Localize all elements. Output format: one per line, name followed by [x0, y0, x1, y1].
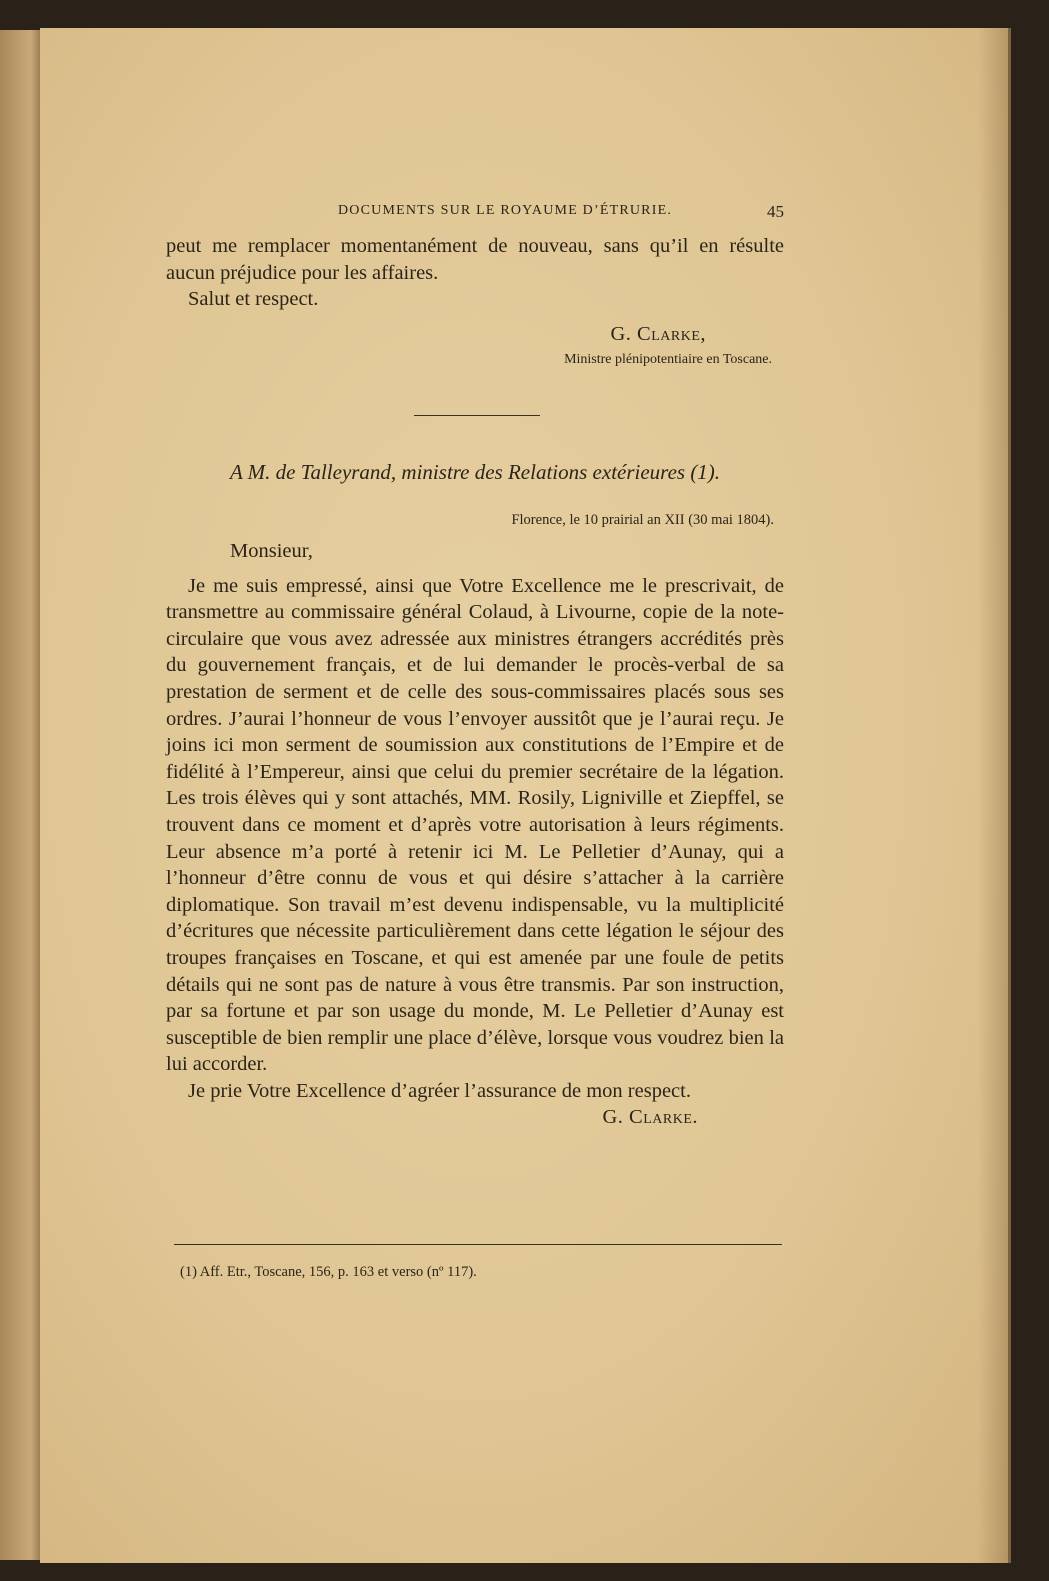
letter-heading: A M. de Talleyrand, ministre des Relations extérieures (1). [229, 460, 721, 484]
letter-dateline: Florence, le 10 prairial an XII (30 mai 1804). [511, 512, 774, 528]
letter-salutation: Monsieur, [230, 540, 313, 562]
letter-block [166, 538, 784, 1131]
continuation-paragraph: peut me remplacer momentanément de nouveau, sans qu’il en résulte aucun préjudice pour les affaires. [166, 235, 784, 284]
footnote: (1) Aff. Etr., Toscane, 156, p. 163 et verso (nº 117). [180, 1264, 477, 1280]
continuation-signature: G. Clarke, [610, 322, 706, 345]
running-head-title: DOCUMENTS SUR LE ROYAUME D’ÉTRURIE. [337, 203, 673, 218]
page-shadow [978, 28, 1008, 1563]
continuation-block [166, 233, 784, 371]
continuation-closing: Salut et respect. [188, 288, 319, 311]
letter-closing: Je prie Votre Excellence d’agréer l’assurance de mon respect. [188, 1079, 691, 1102]
letter-body: Je me suis empressé, ainsi que Votre Excellence me le prescrivait, de transmettre au commissaire général Colaud, à Livourne, copie de la note-circulaire que vous avez adressée aux ministres étrangers accrédités près du gouvernement français, et de lui demander le procès-verbal de sa prestation de serment et de celle des sous-commissaires placés sous ses ordres. J’aurai l’honneur de vous l’envoyer aussitôt que je l’aurai reçu. Je joins ici mon serment de soumission aux constitutions de l’Empire et de fidélité à l’Empereur, ainsi que celui du premier secrétaire de la légation. Les trois élèves qui y sont attachés, MM. Rosily, Ligniville et Ziepffel, se trouvent dans ce moment et d’après votre autorisation à leurs régiments. Leur absence m’a porté à retenir ici M. Le Pelletier d’Aunay, qui a l’honneur d’être connu de vous et qui désire s’attacher à la carrière diplomatique. Son travail m’est devenu indispensable, vu la multiplicité d’écritures que nécessite particulièrement dans cette légation le séjour des troupes françaises en Toscane, et qui est amenée par une foule de petits détails qui ne sont pas de nature à vous être transmis. Par son instruction, par sa fortune et par son usage du monde, M. Le Pelletier d’Aunay est susceptible de bien remplir une place d’élève, lorsque vous voudrez bien la lui accorder. [166, 574, 784, 1076]
footnote-rule [174, 1244, 782, 1245]
book-page [40, 28, 1011, 1563]
running-head [166, 203, 784, 219]
section-divider [414, 415, 540, 416]
letter-signature: G. Clarke. [602, 1106, 698, 1129]
previous-page-edge [0, 30, 44, 1560]
signature-title: Ministre plénipotentiaire en Toscane. [564, 352, 772, 368]
page-number: 45 [767, 202, 784, 221]
